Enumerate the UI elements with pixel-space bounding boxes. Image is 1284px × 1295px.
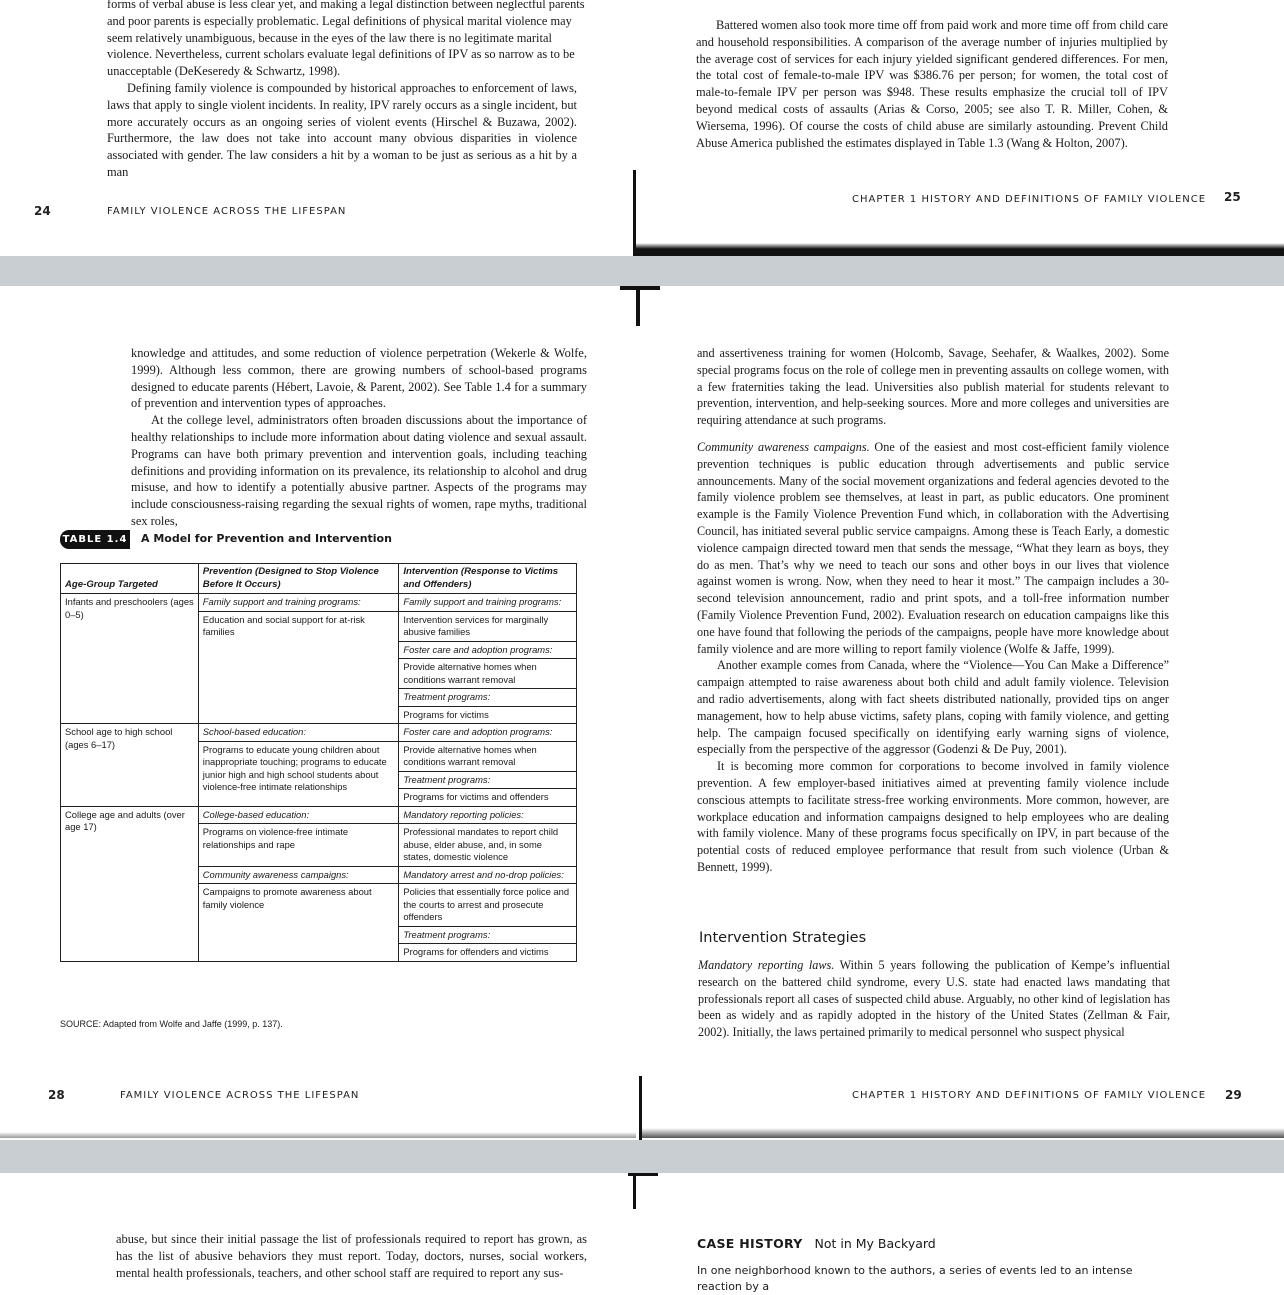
intervention-category: Treatment programs:: [399, 926, 577, 944]
page-edge-shadow: [0, 1132, 636, 1138]
paragraph: Defining family violence is compounded by historical approaches to enforcement of laws, laws that apply to single violent incidents. In reality, IPV rarely occurs as a single incident, but more accurately occurs as an ongoing series of violent events (Hirschel & Buzawa, 2002). Furthermore, the law does not take into account many obvious disparities in violence associated with gender. The law considers a hit by a woman to be just as serious as a hit by a man: [107, 80, 577, 179]
prevention-intervention-table: [60, 563, 577, 962]
paragraph: and assertiveness training for women (Holcomb, Savage, Seehafer, & Waalkes, 2002). Some special programs focus on the role of college men in preventing assaults on college women, with a few fraternities taking the lead. Universities also publish material for students relevant to prevention, intervention, and help-seeking sources. More and more colleges and universities are requiring attendance at such programs.: [697, 346, 1169, 428]
prevention-category: Community awareness campaigns:: [198, 866, 399, 884]
table-title: A Model for Prevention and Intervention: [141, 532, 392, 545]
prevention-description: Education and social support for at-risk families: [198, 611, 399, 724]
page-edge-shadow: [642, 1128, 1284, 1138]
case-history-heading: [697, 1236, 936, 1251]
table-label-badge: TABLE 1.4: [60, 530, 130, 549]
prevention-description: Campaigns to promote awareness about family violence: [198, 884, 399, 962]
intervention-category: Treatment programs:: [399, 771, 577, 789]
intervention-category: Mandatory reporting policies:: [399, 806, 577, 824]
page-28-text: [131, 345, 587, 530]
page-gap-1: [0, 256, 1284, 286]
paragraph: Battered women also took more time off from paid work and more time off from child care and household responsibilities. A comparison of the average number of injuries multiplied by the average cost of services for each injury yielded significant gendered differences. For men, the total cost of female-to-male IPV was $386.76 per person; for women, the total cost of male-to-female IPV per person was $948. These results emphasize the crucial toll of IPV beyond medical costs of assaults (Arias & Corso, 2005; see also T. R. Miller, Cohen, & Wiersema, 1996). Of course the costs of child abuse are similarly astounding. Prevent Child Abuse America published the estimates displayed in Table 1.3 (Wang & Holton, 2007).: [696, 18, 1168, 150]
text-line: seem relatively unambiguous, because in the eyes of the law there is no legitimate marital: [107, 30, 552, 45]
intervention-description: Programs for offenders and victims: [399, 944, 577, 962]
paragraph: knowledge and attitudes, and some reduction of violence perpetration (Wekerle & Wolfe, 1999). Although less common, there are growing numbers of school-based programs designed to educate parents (Hébert, Lavoie, & Parent, 2002). See Table 1.4 for a summary of prevention and intervention types of approaches.: [131, 346, 587, 411]
intervention-description: Provide alternative homes when conditions warrant removal: [399, 659, 577, 689]
text-line: violence. Nevertheless, current scholars evaluate legal definitions of IPV as so narrow as to be: [107, 47, 575, 62]
table-source-note: SOURCE: Adapted from Wolfe and Jaffe (1999, p. 137).: [60, 1019, 283, 1029]
intervention-category: Foster care and adoption programs:: [399, 641, 577, 659]
text-line: forms of verbal abuse is less clear yet, and making a legal distinction between neglectful parents: [107, 0, 585, 11]
intervention-description: Provide alternative homes when conditions warrant removal: [399, 741, 577, 771]
page-gap-2: [0, 1140, 1284, 1173]
prevention-category: College-based education:: [198, 806, 399, 824]
paragraph: At the college level, administrators often broaden discussions about the importance of healthy relationships to include more information about dating violence and sexual assault. Programs can have both primary prevention and intervention goals, including teaching definitions and providing information on its prevalence, its relationship to alcohol and drug misuse, and how to identify a potentially abusive partner. Aspects of the programs may include consciousness-raising regarding the sexual rights of women, rape myths, traditional sex roles,: [131, 413, 587, 528]
page-30-text: [116, 1231, 587, 1281]
spread-1: [0, 0, 1284, 256]
paragraph-body: One of the easiest and most cost-efficient family violence prevention techniques is public education through advertisements and public service announcements. Many of the social movement organizations and federal agencies devoted to the family violence problem see themselves, at least in part, as public educators. One prominent example is the Family Violence Prevention Fund which, in collaboration with the Advertising Council, has initiated several public service campaigns. Among these is Teach Early, a domestic violence campaign directed toward men that sends the message, “What they learn as boys, they do as men. That’s why we need to teach our sons and other boys in our lives that violence against women is wrong. Now, when they need to hear it most.” The campaign includes a 30-second television announcement, radio and print spots, and a toll-free information number (Family Violence Prevention Fund, 2002). Evaluation research on education campaigns like this one have found that following the periods of the campaigns, people have more knowledge about family violence and are more willing to report family violence (Wolfe & Jaffe, 1999).: [697, 439, 1170, 656]
intervention-description: Professional mandates to report child abuse, elder abuse, and, in some states, domestic violence: [399, 824, 577, 867]
table-header-row: [61, 564, 577, 594]
page-29-text: [697, 345, 1169, 876]
paragraph: [697, 439, 1169, 657]
intervention-category: Family support and training programs:: [399, 594, 577, 612]
prevention-category: Family support and training programs:: [198, 594, 399, 612]
column-header: Age-Group Targeted: [61, 564, 199, 594]
running-head: CHAPTER 1 HISTORY AND DEFINITIONS OF FAMILY VIOLENCE: [852, 194, 1207, 205]
paragraph-body: Within 5 years following the publication of Kempe’s influential research on the battered child syndrome, every U.S. state had enacted laws mandating that professionals report all cases of suspected child abuse. Arguably, no other kind of legislation has been as widely and as rapidly adopted in the history of the United States (Zellman & Fair, 2002). Initially, the laws pertained primarily to medical personnel who suspect physical: [698, 958, 1170, 1040]
column-header: Prevention (Designed to Stop Violence Before It Occurs): [198, 564, 399, 594]
paragraph: Another example comes from Canada, where the “Violence—You Can Make a Difference” campaign attempted to raise awareness about both child and adult family violence. Television and radio advertisements, along with fact sheets distributed nationally, provided tips on anger management, how to help abuse victims, safety plans, coping with family violence, and getting help. The campaign focused specifically on identifying early warning signs of violence, especially from the perspective of the aggressor (Godenzi & De Puy, 2001).: [697, 658, 1169, 757]
age-group-cell: School age to high school (ages 6–17): [61, 724, 199, 807]
text-line: and poor parents is especially problematic. Legal definitions of physical marital violence may: [107, 13, 572, 28]
spine-shadow: [620, 286, 660, 290]
page-number: 28: [48, 1088, 65, 1102]
case-history-text: In one neighborhood known to the authors, a series of events led to an intense reaction by a: [697, 1264, 1133, 1293]
running-head: CHAPTER 1 HISTORY AND DEFINITIONS OF FAMILY VIOLENCE: [852, 1090, 1207, 1101]
intervention-category: Foster care and adoption programs:: [399, 724, 577, 742]
table-row: [61, 724, 577, 742]
section-heading: Intervention Strategies: [699, 930, 867, 946]
running-head: FAMILY VIOLENCE ACROSS THE LIFESPAN: [120, 1090, 360, 1101]
running-head: FAMILY VIOLENCE ACROSS THE LIFESPAN: [107, 206, 347, 217]
page-25-text: [696, 17, 1168, 151]
paragraph-lead: Mandatory reporting laws.: [698, 958, 835, 972]
intervention-category: Treatment programs:: [399, 689, 577, 707]
page-number: 29: [1225, 1088, 1242, 1102]
intervention-description: Programs for victims: [399, 706, 577, 724]
spine-shadow: [633, 1173, 636, 1209]
prevention-category: School-based education:: [198, 724, 399, 742]
spine-shadow: [628, 1173, 658, 1176]
table-row: [61, 806, 577, 824]
paragraph: It is becoming more common for corporations to become involved in family violence prevention. A few employer-based initiatives aimed at preventing family violence include conscious attempts to facilitate stress-free working environments. More common, however, are workplace education and information campaigns designed to help employees who are dealing with family violence. Many of these programs focus specifically on IPV, in part because of the potential costs of reduced employee performance that result from such violence (Urban & Bennett, 1999).: [697, 759, 1169, 874]
paragraph-lead: Community awareness campaigns.: [697, 439, 870, 454]
page-edge-shadow: [636, 243, 1284, 256]
intervention-description: Intervention services for marginally abusive families: [399, 611, 577, 641]
age-group-cell: College age and adults (over age 17): [61, 806, 199, 961]
page-number: 24: [34, 204, 51, 218]
intervention-description: Programs for victims and offenders: [399, 789, 577, 807]
column-header: Intervention (Response to Victims and Offenders): [399, 564, 577, 594]
age-group-cell: Infants and preschoolers (ages 0–5): [61, 594, 199, 724]
case-history-label: CASE HISTORY: [697, 1236, 803, 1251]
paragraph: [698, 957, 1170, 1041]
table-row: [61, 594, 577, 612]
page-24-text: [107, 0, 585, 181]
intervention-description: Policies that essentially force police and the courts to arrest and prosecute offenders: [399, 884, 577, 927]
text-line: unacceptable (DeKeseredy & Schwartz, 1998).: [107, 64, 341, 79]
intervention-category: Mandatory arrest and no-drop policies:: [399, 866, 577, 884]
case-history-title: Not in My Backyard: [814, 1236, 936, 1251]
spine-shadow: [636, 286, 640, 326]
prevention-description: Programs on violence-free intimate relationships and rape: [198, 824, 399, 867]
page-29-text-continued: [698, 957, 1170, 1041]
page-number: 25: [1224, 190, 1241, 204]
prevention-description: Programs to educate young children about inappropriate touching; programs to educate junior high and high school students about violence-free intimate relationships: [198, 741, 399, 806]
paragraph: abuse, but since their initial passage the list of professionals required to report has grown, as has the list of abusive behaviors they must report. Today, doctors, nurses, social workers, mental health professionals, teachers, and other school staff are required to report any sus-: [116, 1232, 587, 1280]
